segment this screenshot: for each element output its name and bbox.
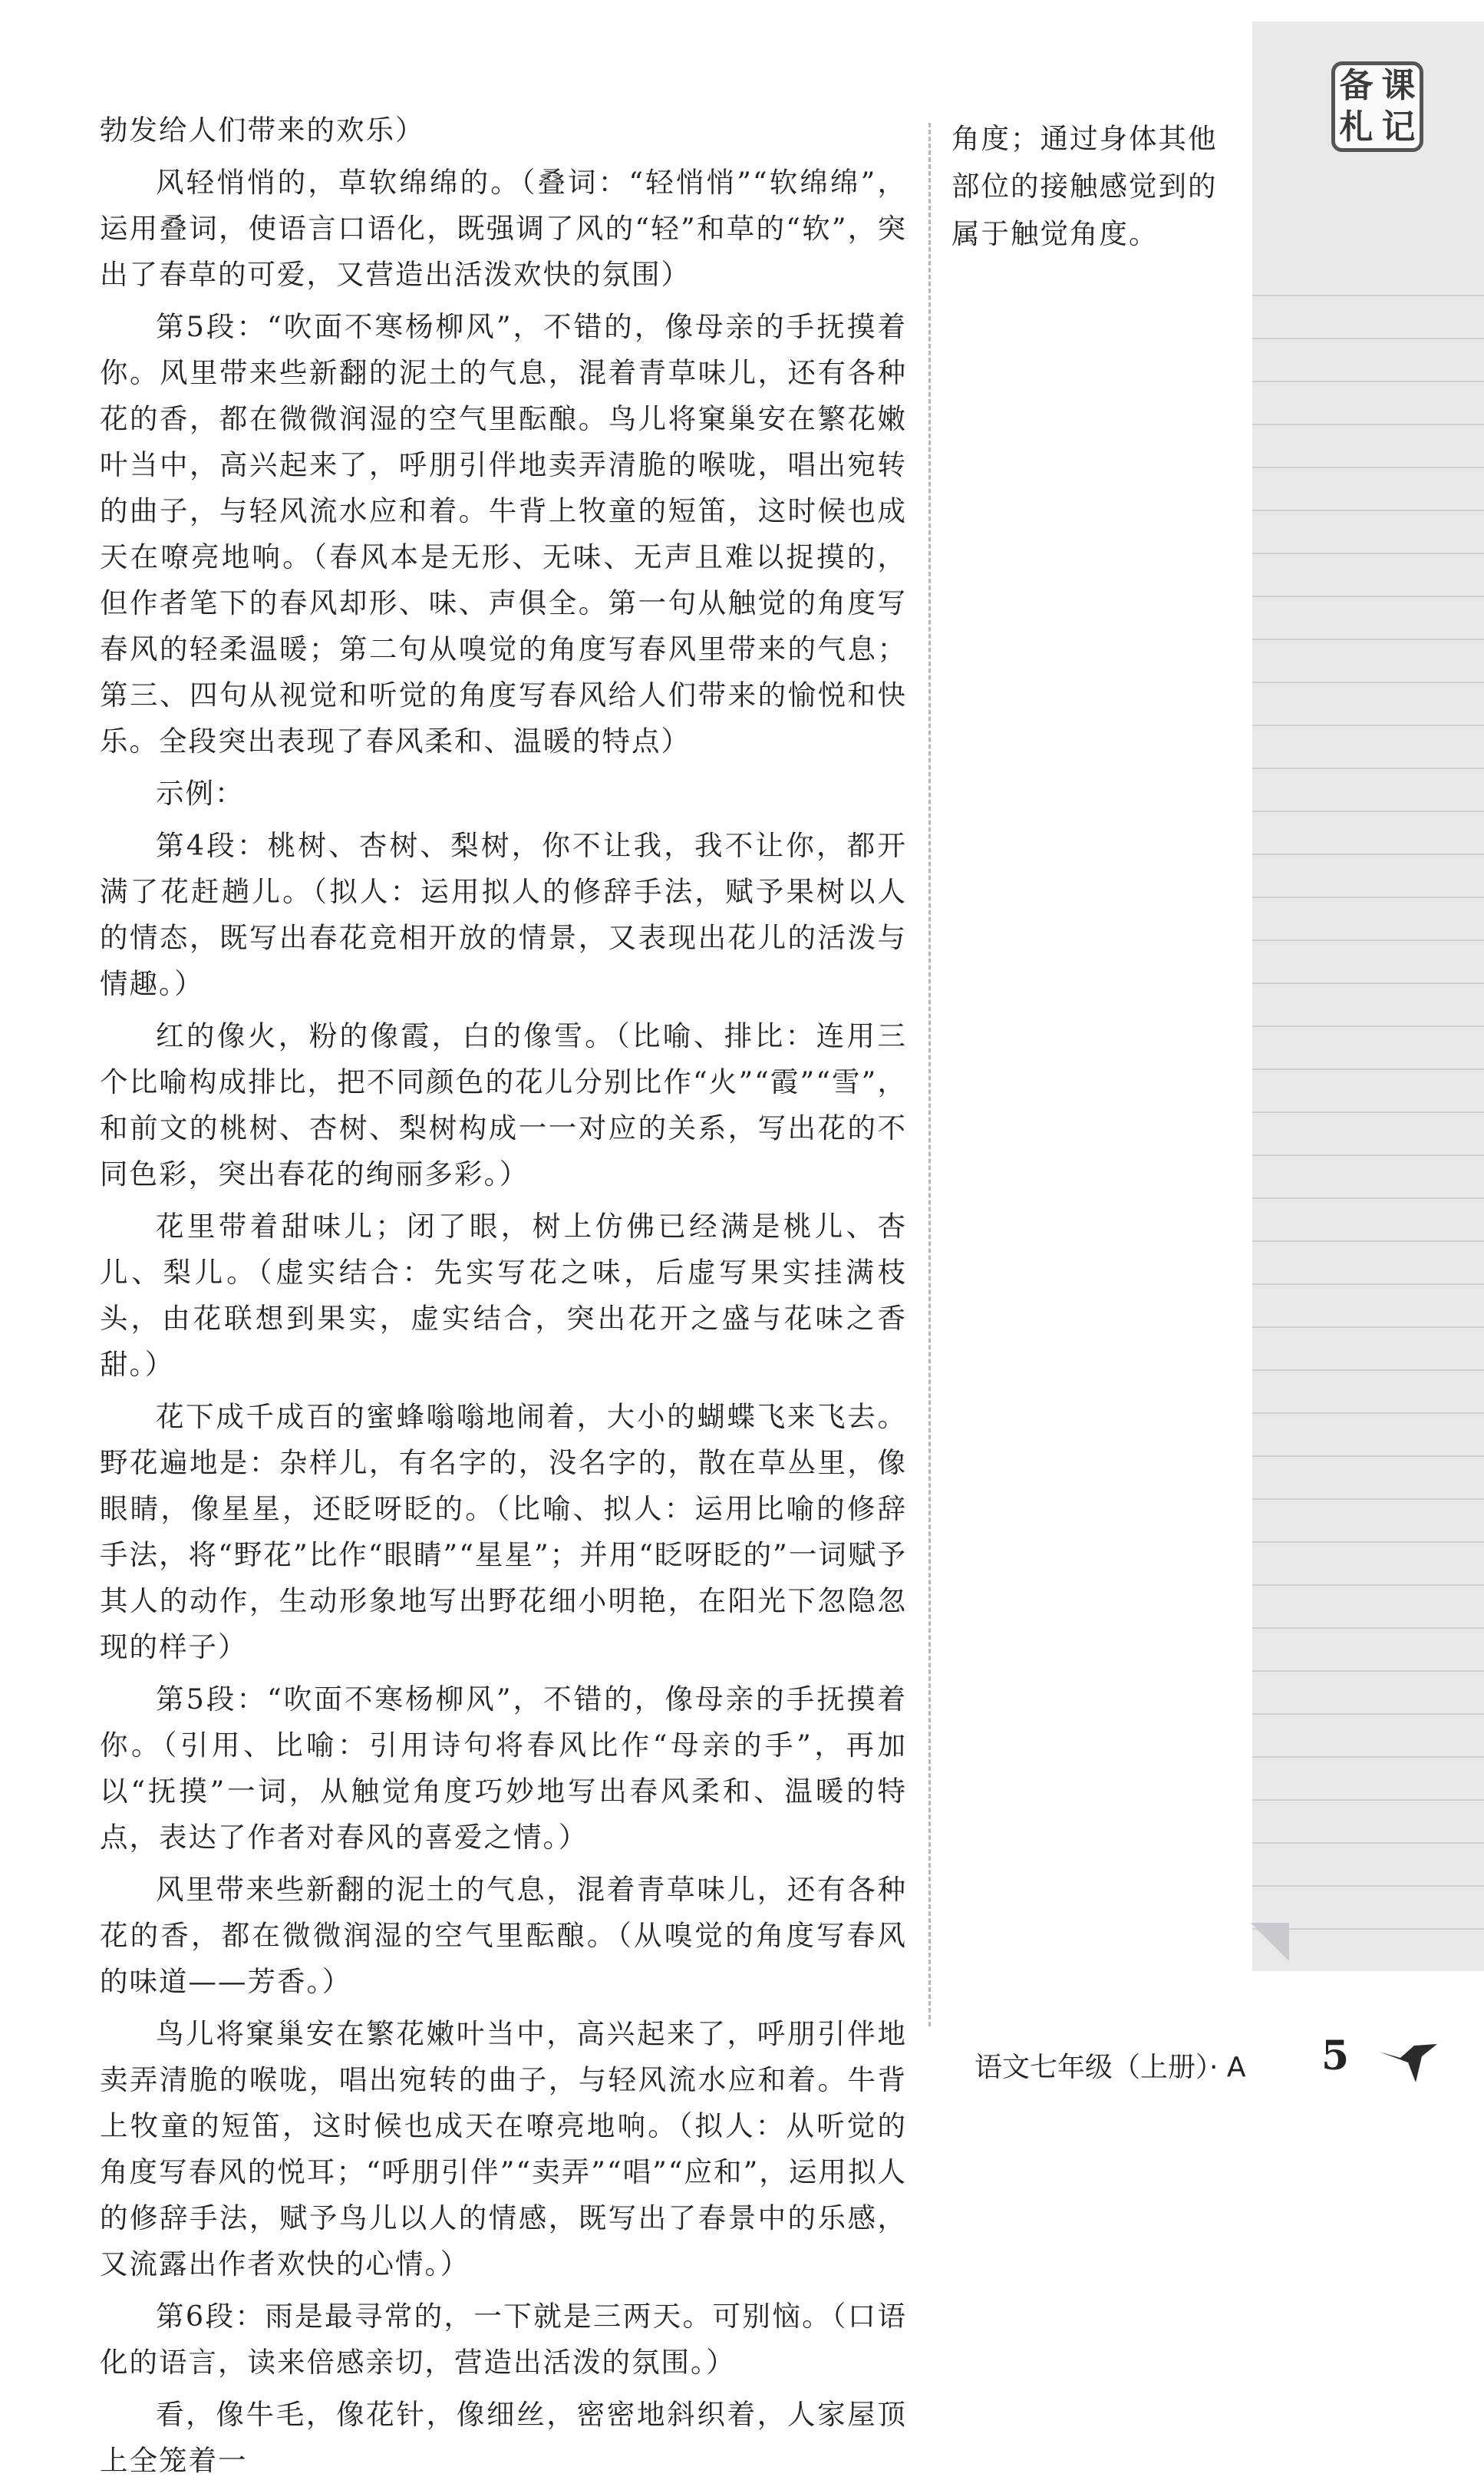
logo-char: 札 — [1339, 107, 1374, 147]
paragraph: 风轻悄悄的，草软绵绵的。（叠词：“轻悄悄”“软绵绵”，运用叠词，使语言口语化，既强调了风的“轻”和草的“软”，突出了春草的可爱，又营造出活泼欢快的氛围） — [100, 166, 907, 291]
paragraph: 第5段：“吹面不寒杨柳风”，不错的，像母亲的手抚摸着你。风里带来些新翻的泥土的气息，混着青草味儿，还有各种花的香，都在微微润湿的空气里酝酿。鸟儿将窠巢安在繁花嫩叶当中，高兴起来了，呼朋引伴地卖弄清脆的喉咙，唱出宛转的曲子，与轻风流水应和着。牛背上牧童的短笛，这时候也成天在嘹亮地响。（春风本是无形、无味、无声且难以捉摸的，但作者笔下的春风却形、味、声俱全。第一句从触觉的角度写春风的轻柔温暖；第二句从嗅觉的角度写春风里带来的气息；第三、四句从视觉和听觉的角度写春风给人们带来的愉悦和快乐。全段突出表现了春风柔和、温暖的特点） — [100, 310, 907, 758]
page-number: 5 — [1321, 2033, 1350, 2079]
bird-icon — [1377, 2038, 1439, 2084]
corner-fold — [1251, 1923, 1289, 1961]
paragraph: 看，像牛毛，像花针，像细丝，密密地斜织着，人家屋顶上全笼着一 — [100, 2398, 907, 2477]
side-note: 角度；通过身体其他部位的接触感觉到的属于触觉角度。 — [951, 122, 1218, 250]
note-lines — [1252, 253, 1484, 1942]
paragraph: 第6段：雨是最寻常的，一下就是三两天。可别恼。（口语化的语言，读来倍感亲切，营造出活泼的氛围。） — [100, 2300, 907, 2379]
logo-char: 备 — [1339, 66, 1374, 105]
logo-char: 课 — [1381, 66, 1416, 105]
paragraph: 风里带来些新翻的泥土的气息，混着青草味儿，还有各种花的香，都在微微润湿的空气里酝酿。（从嗅觉的角度写春风的味道——芳香。） — [100, 1873, 907, 1998]
paragraph: 花下成千成百的蜜蜂嗡嗡地闹着，大小的蝴蝶飞来飞去。野花遍地是：杂样儿，有名字的，没名字的，散在草丛里，像眼睛，像星星，还眨呀眨的。（比喻、拟人：运用比喻的修辞手法，将“野花”比作“眼睛”“星星”；并用“眨呀眨的”一词赋予其人的动作，生动形象地写出野花细小明艳，在阳光下忽隐忽现的样子） — [100, 1400, 907, 1663]
paragraph: 第5段：“吹面不寒杨柳风”，不错的，像母亲的手抚摸着你。（引用、比喻：引用诗句将春风比作“母亲的手”，再加以“抚摸”一词，从触觉角度巧妙地写出春风柔和、温暖的特点，表达了作者对春风的喜爱之情。） — [100, 1683, 907, 1854]
column-divider — [928, 123, 931, 2026]
paragraph: 花里带着甜味儿；闭了眼，树上仿佛已经满是桃儿、杏儿、梨儿。（虚实结合：先实写花之味，后虚写果实挂满枝头，由花联想到果实，虚实结合，突出花开之盛与花味之香甜。） — [100, 1210, 907, 1381]
paragraph: 示例： — [156, 777, 245, 810]
paragraph: 鸟儿将窠巢安在繁花嫩叶当中，高兴起来了，呼朋引伴地卖弄清脆的喉咙，唱出宛转的曲子，与轻风流水应和着。牛背上牧童的短笛，这时候也成天在嘹亮地响。（拟人：从听觉的角度写春风的悦耳；“呼朋引伴”“卖弄”“唱”“应和”，运用拟人的修辞手法，赋予鸟儿以人的情感，既写出了春景中的乐感，又流露出作者欢快的心情。） — [100, 2017, 907, 2280]
paragraph: 第4段：桃树、杏树、梨树，你不让我，我不让你，都开满了花赶趟儿。（拟人：运用拟人的修辞手法，赋予果树以人的情态，既写出春花竞相开放的情景，又表现出花儿的活泼与情趣。） — [100, 829, 907, 1000]
paragraph: 红的像火，粉的像霞，白的像雪。（比喻、排比：连用三个比喻构成排比，把不同颜色的花儿分别比作“火”“霞”“雪”，和前文的桃树、杏树、梨树构成一一对应的关系，写出花的不同色彩，突出春花的绚丽多彩。） — [100, 1019, 907, 1191]
main-text — [100, 107, 907, 2490]
footer-book-title: 语文七年级（上册）· A — [974, 2052, 1246, 2083]
paragraph: 勃发给人们带来的欢乐） — [100, 114, 425, 147]
logo-char: 记 — [1381, 107, 1416, 147]
lesson-notes-logo — [1331, 61, 1423, 152]
